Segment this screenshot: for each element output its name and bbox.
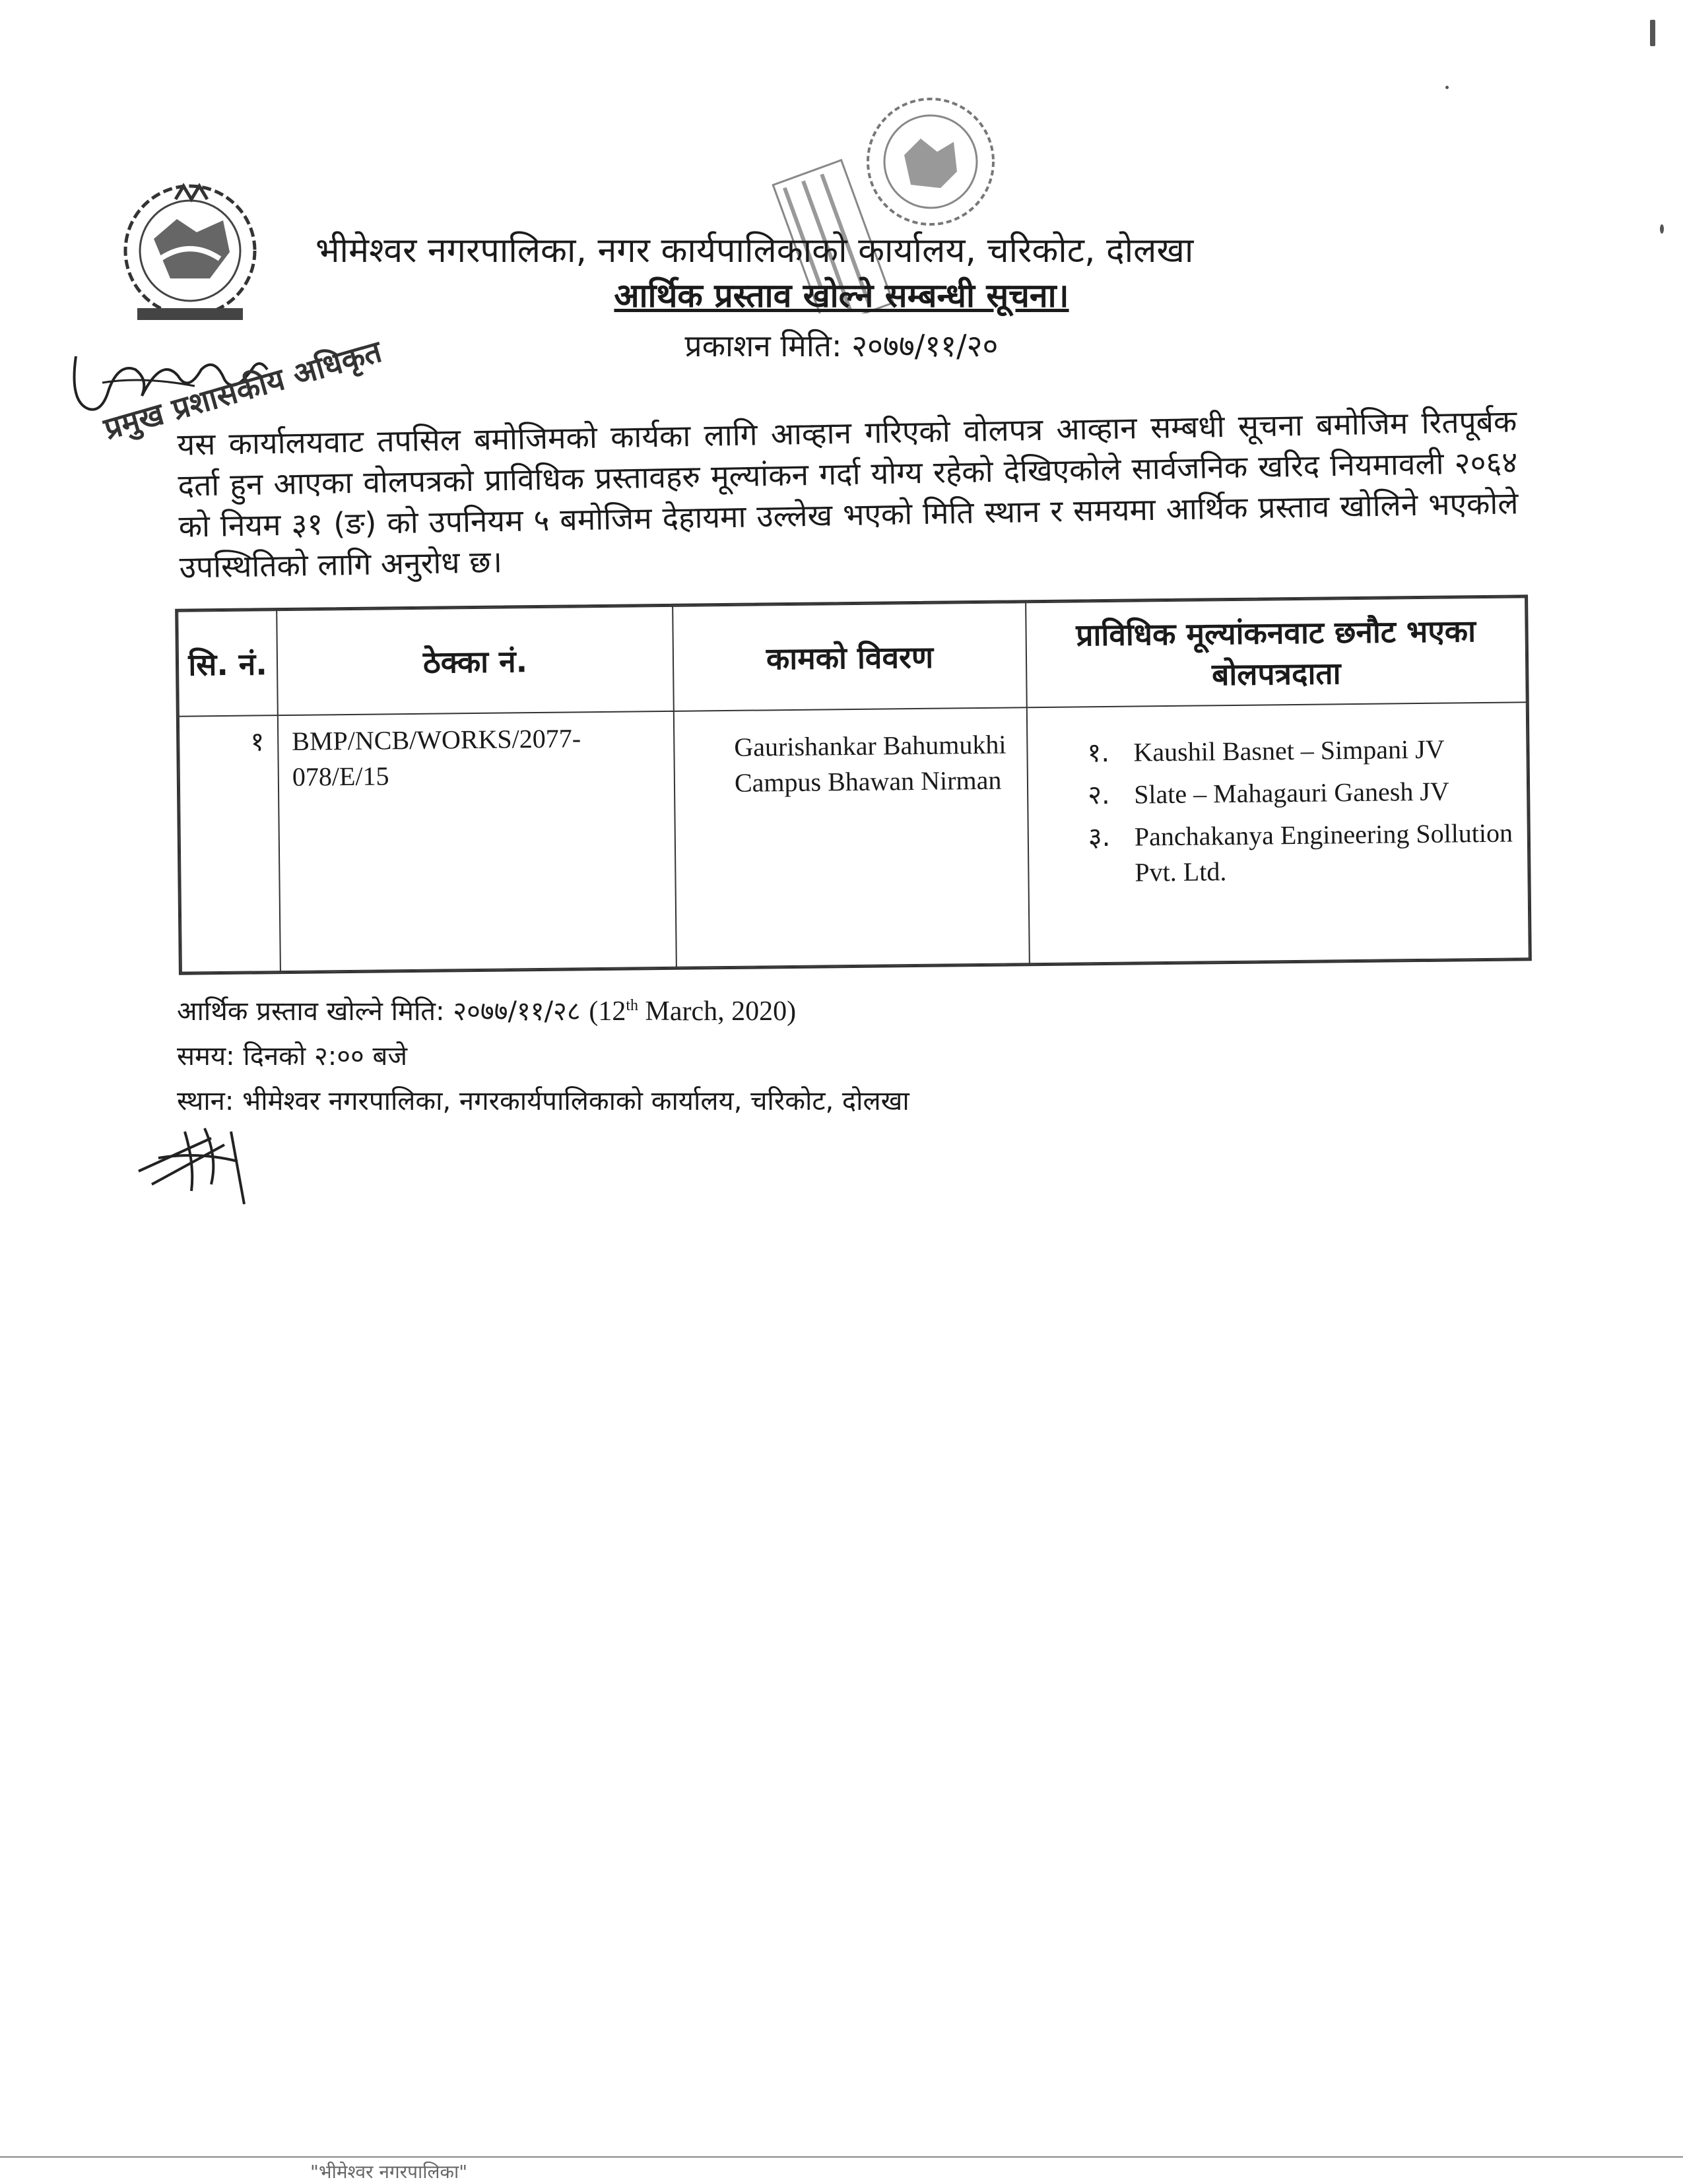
scan-speck — [1650, 20, 1655, 46]
header-contract-no: ठेक्का नं. — [277, 606, 674, 715]
bid-table — [175, 594, 1532, 975]
cell-description: Gaurishankar Bahumukhi Campus Bhawan Nirman — [674, 707, 1030, 967]
bidder-name: Panchakanya Engineering Sollution Pvt. Ltd. — [1134, 818, 1513, 887]
opening-date-nepali: आर्थिक प्रस्ताव खोल्ने मिति: २०७७/११/२८ — [177, 996, 581, 1027]
scan-speck — [1445, 86, 1449, 89]
opening-date-english — [589, 996, 796, 1027]
list-item — [1087, 731, 1513, 771]
publication-date: प्रकाशन मिति: २०७७/११/२० — [684, 328, 999, 364]
header-description: कामको विवरण — [673, 602, 1027, 711]
notice-body: यस कार्यालयवाट तपसिल बमोजिमको कार्यका लागि आव्हान गरिएको वोलपत्र आव्हान सम्बधी सूचना बमोजिम रितपूर्बक दर्ता हुन आएका वोलपत्रको प्राविधिक प्रस्तावहरु मूल्यांकन गर्दा योग्य रहेको देखिएकोले सार्वजनिक खरिद नियमावली २०६४ को नियम ३१ (ङ) को उपनियम ५ बमोजिम देहायमा उल्लेख भएको मिति स्थान र समयमा आर्थिक प्रस्ताव खोलिने भएकोले उपस्थितिको लागि अनुरोध छ। — [177, 403, 1519, 585]
opening-time: समय: दिनको २:०० बजे — [177, 1041, 408, 1072]
bidder-list — [1087, 731, 1514, 891]
office-name: भीमेश्वर नगरपालिका, नगर कार्यपालिकाको कार्यालय, चरिकोट, दोलखा — [315, 231, 1194, 271]
footer-details — [177, 983, 909, 1124]
opening-date — [177, 983, 909, 1034]
header-selected-bidders: प्राविधिक मूल्यांकनवाट छनौट भएका बोलपत्रदाता — [1026, 597, 1527, 707]
opening-place: स्थान: भीमेश्वर नगरपालिका, नगरकार्यपालिकाको कार्यालय, चरिकोट, दोलखा — [177, 1086, 909, 1116]
bottom-rule — [0, 2156, 1683, 2158]
header-sn: सि. नं. — [178, 610, 278, 717]
table-header-row — [178, 597, 1527, 716]
opening-date-en-rest: March, 2020) — [638, 996, 797, 1027]
cell-bidders — [1027, 702, 1529, 963]
cell-contract-no: BMP/NCB/WORKS/2077-078/E/15 — [278, 711, 676, 971]
scan-speck — [1660, 224, 1664, 234]
bottom-text: "भीमेश्वर नगरपालिका" — [310, 2161, 468, 2183]
bidder-name: Kaushil Basnet – Simpani JV — [1133, 734, 1445, 767]
list-item — [1088, 816, 1515, 891]
cell-sn: १ — [179, 715, 280, 973]
opening-date-en-suffix: th — [626, 997, 639, 1014]
opening-date-en-day: (12 — [589, 996, 626, 1027]
bidder-number: ३. — [1088, 821, 1111, 853]
bidder-number: १. — [1087, 737, 1110, 769]
bidder-number: २. — [1087, 779, 1110, 811]
table-row — [179, 702, 1529, 972]
bidder-name: Slate – Mahagauri Ganesh JV — [1133, 776, 1450, 810]
signature-bottom-icon — [132, 1112, 264, 1211]
notice-title: आर्थिक प्रस्ताव खोल्ने सम्बन्धी सूचना। — [614, 276, 1069, 315]
list-item — [1088, 773, 1514, 814]
official-designation-stamp: प्रमुख प्रशासकीय अधिकृत — [100, 333, 386, 447]
